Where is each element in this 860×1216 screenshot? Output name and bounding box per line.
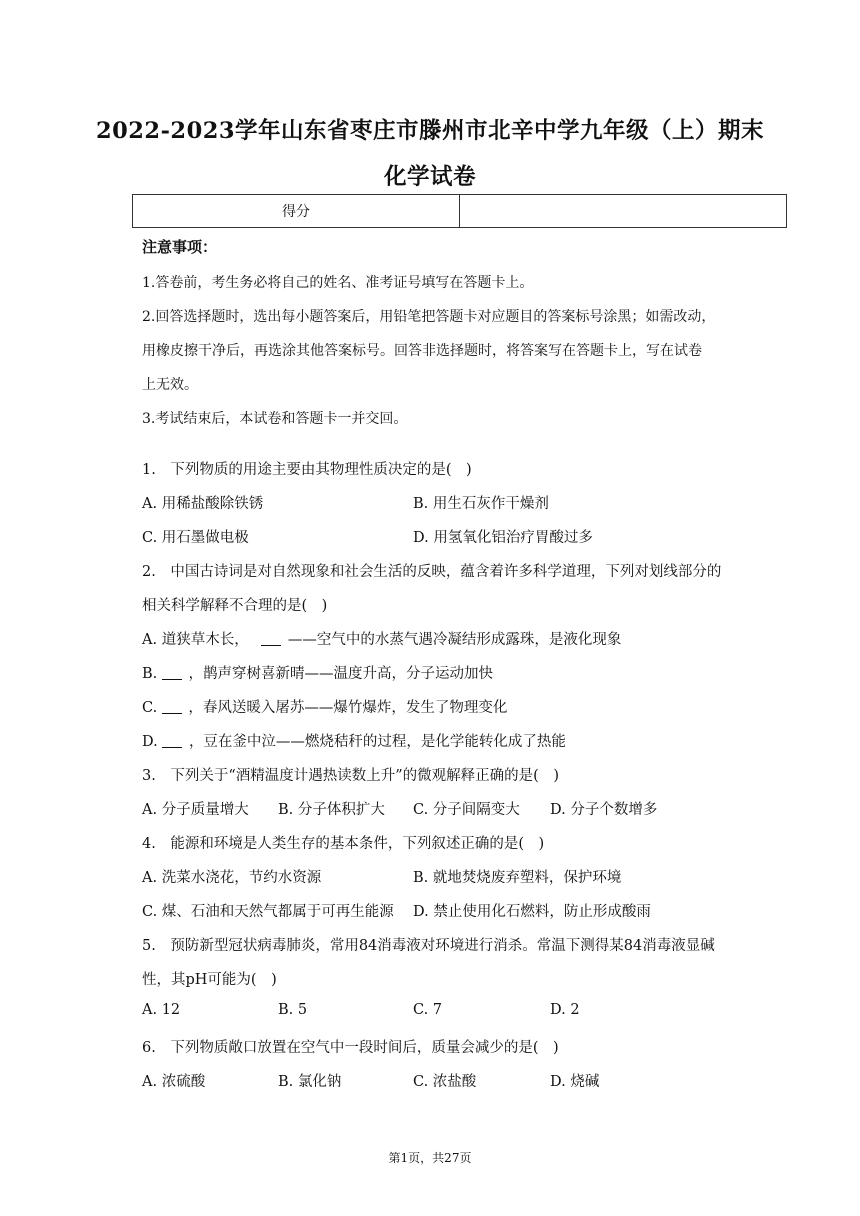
- question-4-option-d: D. 禁止使用化石燃料，防止形成酸雨: [413, 904, 651, 920]
- question-1-option-b: B. 用生石灰作干燥剂: [413, 496, 549, 512]
- score-table: [132, 194, 787, 228]
- option-text: ，春风送暖入屠苏——爆竹爆炸，发生了物理变化: [188, 700, 508, 716]
- question-6-option-b: B. 氯化钠: [278, 1074, 342, 1090]
- question-5-stem-line-1: 5. 预防新型冠状病毒肺炎，常用84消毒液对环境进行消杀。常温下测得某84消毒液显碱: [142, 938, 715, 954]
- question-2-stem-line-1: 2. 中国古诗词是对自然现象和社会生活的反映，蕴含着许多科学道理，下列对划线部分的: [142, 564, 722, 580]
- question-2-option-d: [142, 730, 566, 751]
- question-3-stem: 3. 下列关于“酒精温度计遇热读数上升”的微观解释正确的是( ): [142, 768, 559, 784]
- question-6-option-d: D. 烧碱: [550, 1074, 600, 1090]
- score-label: 得分: [282, 204, 310, 220]
- score-value: [459, 195, 786, 227]
- fill-blank: [162, 667, 182, 680]
- question-3-option-b: B. 分子体积扩大: [278, 802, 385, 818]
- question-2-option-b: [142, 662, 493, 683]
- notice-item-2-line-1: 2.回答选择题时，选出每小题答案后，用铅笔把答题卡对应题目的答案标号涂黑；如需改动，: [142, 309, 716, 325]
- question-5-option-a: A. 12: [142, 1002, 181, 1018]
- question-2-option-c: [142, 696, 507, 717]
- question-1-option-d: D. 用氢氧化铝治疗胃酸过多: [413, 530, 593, 546]
- question-1-option-c: C. 用石墨做电极: [142, 530, 249, 546]
- option-text: ，豆在釜中泣——燃烧秸秆的过程，是化学能转化成了热能: [188, 734, 566, 750]
- question-5-option-c: C. 7: [413, 1002, 443, 1018]
- question-4-option-a: A. 洗菜水浇花，节约水资源: [142, 870, 322, 886]
- question-3-option-a: A. 分子质量增大: [142, 802, 249, 818]
- question-2-stem-line-2: 相关科学解释不合理的是( ): [142, 598, 328, 614]
- question-4-stem: 4. 能源和环境是人类生存的基本条件，下列叙述正确的是( ): [142, 836, 545, 852]
- question-5-option-b: B. 5: [278, 1002, 308, 1018]
- notice-item-3: 3.考试结束后，本试卷和答题卡一并交回。: [142, 411, 408, 427]
- paper-title-line1: 2022-2023学年山东省枣庄市滕州市北辛中学九年级（上）期末: [95, 118, 765, 144]
- question-6-stem: 6. 下列物质敞口放置在空气中一段时间后，质量会减少的是( ): [142, 1040, 559, 1056]
- fill-blank: [162, 701, 182, 714]
- notice-item-2-line-2: 用橡皮擦干净后，再选涂其他答案标号。回答非选择题时，将答案写在答题卡上，写在试卷: [142, 343, 702, 359]
- question-5-stem-line-2: 性，其pH可能为( ): [142, 972, 277, 988]
- paper-title-line2: 化学试卷: [383, 164, 476, 190]
- question-4-option-b: B. 就地焚烧废弃塑料，保护环境: [413, 870, 622, 886]
- question-5-option-d: D. 2: [550, 1002, 580, 1018]
- question-6-option-a: A. 浓硫酸: [142, 1074, 206, 1090]
- question-6-option-c: C. 浓盐酸: [413, 1074, 477, 1090]
- option-prefix: B.: [142, 666, 158, 682]
- notice-item-1: 1.答卷前，考生务必将自己的姓名、准考证号填写在答题卡上。: [142, 275, 534, 291]
- question-2-option-a: [142, 628, 621, 649]
- option-text: ，鹊声穿树喜新晴——温度升高，分子运动加快: [188, 666, 493, 682]
- option-text: ——空气中的水蒸气遇冷凝结形成露珠，是液化现象: [287, 632, 622, 648]
- fill-blank: [162, 735, 182, 748]
- question-1-option-a: A. 用稀盐酸除铁锈: [142, 496, 264, 512]
- notice-heading: 注意事项：: [142, 238, 218, 256]
- page-number: 第1页，共27页: [388, 1151, 472, 1165]
- option-prefix: D.: [142, 734, 158, 750]
- option-prefix: C.: [142, 700, 158, 716]
- question-1-stem: 1. 下列物质的用途主要由其物理性质决定的是( ): [142, 462, 472, 478]
- notice-item-2-line-3: 上无效。: [142, 377, 198, 393]
- option-prefix: A. 道狭草木长，: [142, 632, 249, 648]
- question-4-option-c: C. 煤、石油和天然气都属于可再生能源: [142, 904, 394, 920]
- fill-blank: [261, 633, 281, 646]
- question-3-option-c: C. 分子间隔变大: [413, 802, 520, 818]
- question-3-option-d: D. 分子个数增多: [550, 802, 658, 818]
